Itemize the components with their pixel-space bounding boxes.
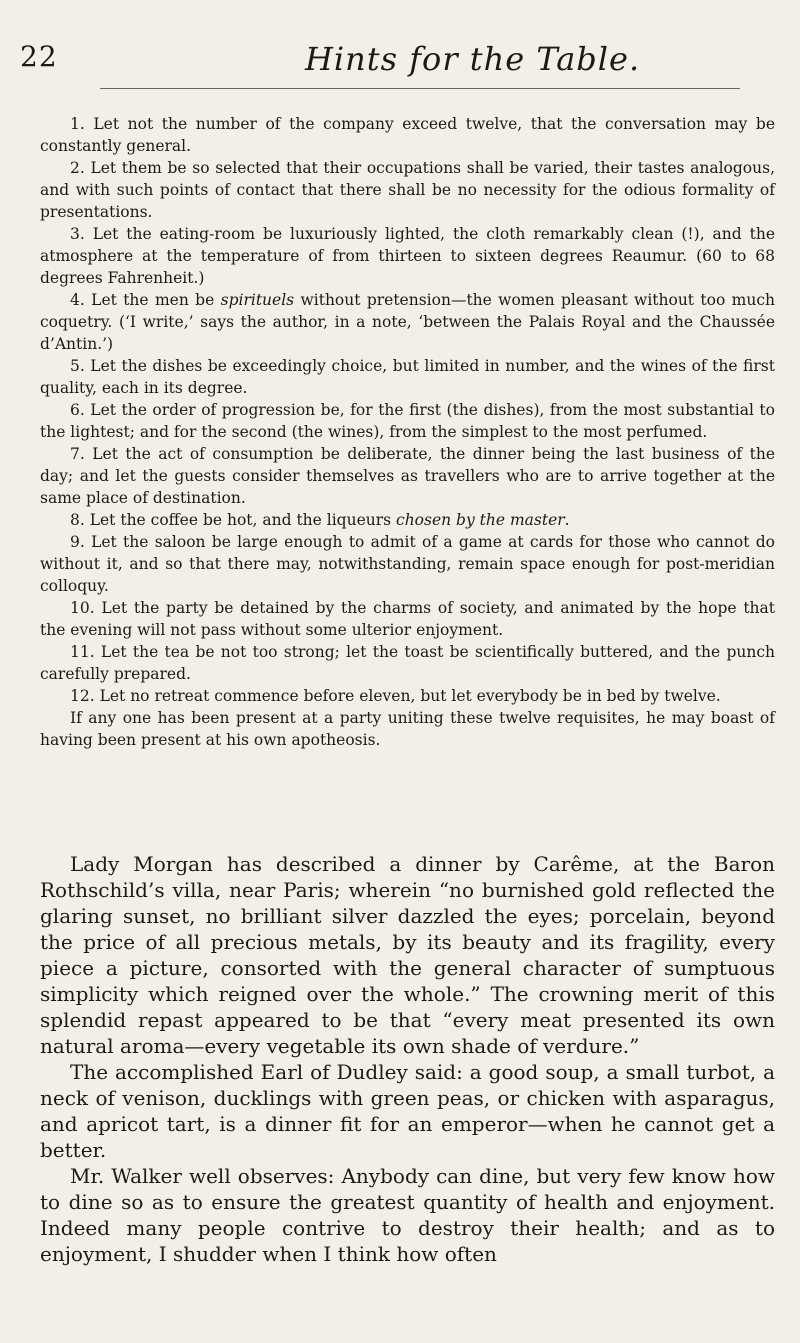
requisite-4 (40, 289, 775, 355)
requisite-8-text: 8. Let the coffee be hot, and the liqueurs (70, 511, 397, 529)
requisite-8-italic: chosen by the master (396, 511, 565, 529)
requisite-10: 10. Let the party be detained by the charms of society, and animated by the hope that the evening will not pass without some ulterior enjoyment. (40, 599, 775, 639)
header-rule (100, 88, 740, 89)
paragraph-lady-morgan: Lady Morgan has described a dinner by Carême, at the Baron Rothschild’s villa, near Paris; wherein “no burnished gold reflected the glaring sunset, no brilliant silver dazzled the eyes; porcelain, beyond the price of all precious metals, by its beauty and its fragility, every piece a picture, consorted with the general character of sumptuous simplicity which reigned over the whole.” The crowning merit of this splendid repast appeared to be that “every meat presented its own natural aroma—every vegetable its own shade of verdure.” (40, 852, 775, 1058)
requisite-12: 12. Let no retreat commence before eleven, but let everybody be in bed by twelve. (70, 687, 721, 705)
requisite-2: 2. Let them be so selected that their occupations shall be varied, their tastes analogous, and with such points of contact that there shall be no necessity for the odious formality of presentations. (40, 159, 775, 221)
requisite-1: 1. Let not the number of the company exceed twelve, that the conversation may be constantly general. (40, 115, 775, 155)
requisite-8 (40, 509, 775, 531)
running-title: Hints for the Table. (305, 40, 641, 78)
requisite-4-rest: without pretension—the women pleasant without too much coquetry. (‘I write,’ says the author, in a note, ‘between the Palais Royal and the Chaussée d’Antin.’) (40, 291, 775, 353)
requisites-list (40, 113, 775, 751)
requisite-9: 9. Let the saloon be large enough to admit of a game at cards for those who cannot do without it, and so that there may, notwithstanding, remain space enough for post-meridian colloquy. (40, 533, 775, 595)
requisite-5: 5. Let the dishes be exceedingly choice, but limited in number, and the wines of the first quality, each in its degree. (40, 357, 775, 397)
requisites-conclusion: If any one has been present at a party uniting these twelve requisites, he may boast of having been present at his own apotheosis. (40, 709, 775, 749)
requisite-8-rest: . (564, 511, 570, 529)
requisite-7: 7. Let the act of consumption be deliberate, the dinner being the last business of the day; and let the guests consider themselves as travellers who are to arrive together at the same place of destination. (40, 445, 775, 507)
requisite-11: 11. Let the tea be not too strong; let the toast be scientifically buttered, and the punch carefully prepared. (40, 643, 775, 683)
paragraph-mr-walker: Mr. Walker well observes: Anybody can dine, but very few know how to dine so as to ensure the greatest quantity of health and enjoyment. Indeed many people contrive to destroy their health; and as to enjoyment, I shudder when I think how often (40, 1164, 775, 1266)
requisite-3: 3. Let the eating-room be luxuriously lighted, the cloth remarkably clean (!), and the atmosphere at the temperature of from thirteen to sixteen degrees Reaumur. (60 to 68 degrees Fahrenheit.) (40, 225, 775, 287)
page-number: 22 (20, 40, 58, 73)
requisite-6: 6. Let the order of progression be, for the first (the dishes), from the most substantial to the lightest; and for the second (the wines), from the simplest to the most perfumed. (40, 401, 775, 441)
body-text (40, 851, 775, 1267)
requisite-4-italic: spirituels (220, 291, 295, 309)
requisite-4-text: 4. Let the men be (70, 291, 221, 309)
paragraph-earl-of-dudley: The accomplished Earl of Dudley said: a good soup, a small turbot, a neck of venison, ducklings with green peas, or chicken with asparagus, and apricot tart, is a dinner fit for an emperor—when he cannot get a better. (40, 1060, 775, 1162)
page-header (20, 40, 780, 88)
